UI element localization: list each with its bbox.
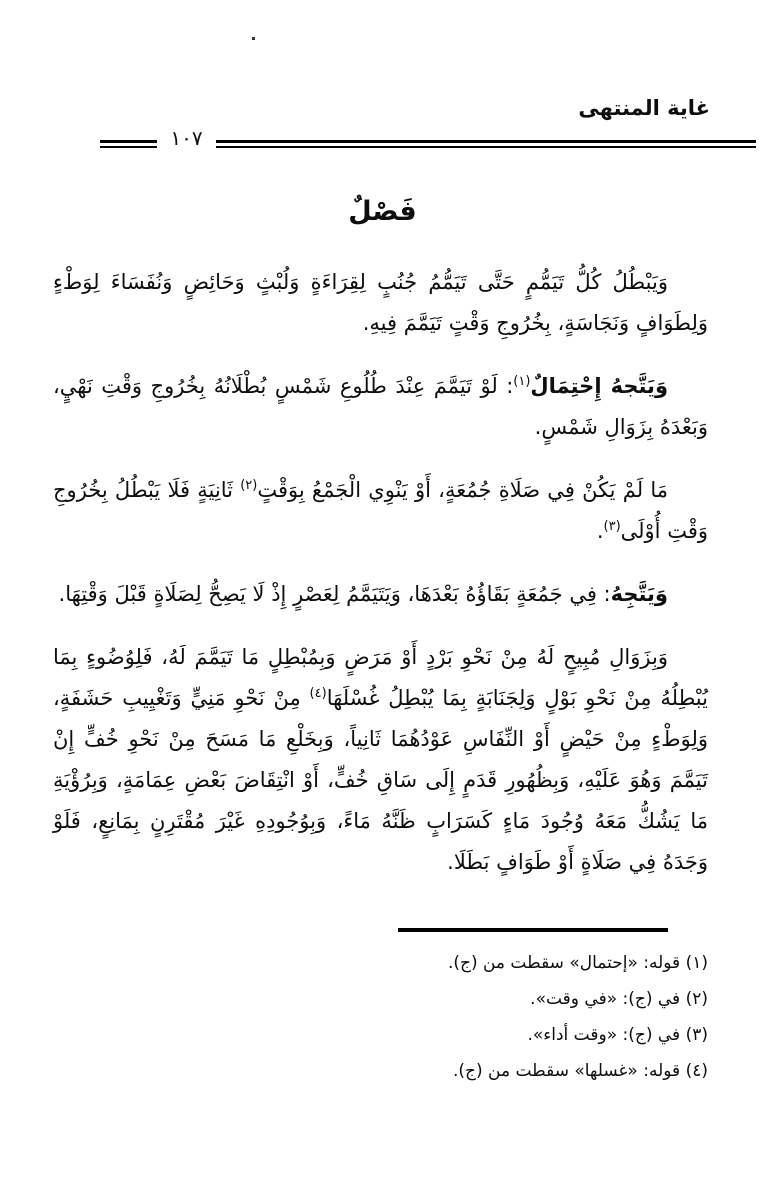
paragraph-5-text-b: مِنْ نَحْوِ مَنِيٍّ وَتَغْيِيبِ حَشَفَةٍ، وَلِوَطْءٍ مِنْ حَيْضٍ أَوْ النِّفَاسِ عَوْدُهُمَا ثَانِياً، وَبِخَلْعِ مَا مَسَحَ مِنْ نَحْوِ خُفٍّ إِنْ تَيَمَّمَ وَهُوَ عَلَيْهِ، وَبِظُهُورِ قَدَمٍ إِلَى سَاقِ خُفٍّ، أَوْ انْتِقَاضَ بَعْضِ عِمَامَةٍ، وَبِرُؤْيَةِ مَا يَشُكُّ مَعَهُ وُجُودَ مَاءٍ كَسَرَابٍ ظَنَّهُ مَاءً، وَبِوُجُودِهِ غَيْرَ مُقْتَرِنٍ بِمَانِعٍ، فَلَوْ وَجَدَهُ فِي صَلَاةٍ أَوْ طَوَافٍ بَطَلَا. <box>53 686 708 874</box>
paragraph-1 <box>53 262 708 344</box>
paragraph-5 <box>53 637 708 883</box>
header-rule-long <box>216 140 756 148</box>
paragraph-3-text-b: ثَانِيَةٍ فَلَا يَبْطُلُ بِخُرُوجِ وَقْتِ أُوْلَى <box>53 478 708 543</box>
footnote-marker-2: (٢) <box>240 478 258 493</box>
ink-speck <box>252 37 255 40</box>
footnote-marker-3: (٣) <box>603 519 621 534</box>
paragraph-2-lead: وَيَتَّجهُ إِحْتِمَالٌ <box>530 374 668 398</box>
paragraph-4 <box>53 574 708 615</box>
paragraph-1-text: وَيَبْطُلُ كُلُّ تَيَمُّمٍ حَتَّى تَيَمُّمُ جُنُبٍ لِقِرَاءَةٍ وَلُبْثٍ وَحَائِضٍ وَنُفَسَاءَ لِوَطْءٍ وَلِطَوَافٍ وَنَجَاسَةٍ، بِخُرُوجِ وَقْتٍ تَيَمَّمَ فِيهِ. <box>53 270 708 335</box>
footnote-3: (٣) في (ج): «وقت أداء». <box>527 1025 708 1045</box>
header-rule-short <box>100 140 157 148</box>
footnote-2: (٢) في (ج): «في وقت». <box>530 989 708 1009</box>
paragraph-3-text-c: . <box>596 519 604 543</box>
footnote-1: (١) قوله: «إحتمال» سقطت من (ج). <box>447 953 708 973</box>
page-number: ١٠٧ <box>170 126 203 150</box>
footnote-marker-4: (٤) <box>309 686 327 701</box>
paragraph-2 <box>53 366 708 448</box>
paragraph-4-text: : فِي جَمُعَةٍ بَقَاؤُهُ بَعْدَهَا، وَيَتَيَمَّمُ لِعَصْرٍ إِذْ لَا يَصِحُّ لِصَلَاةٍ قَبْلَ وَقْتِهَا. <box>58 582 611 606</box>
paragraph-3 <box>53 470 708 552</box>
footnote-4: (٤) قوله: «غسلها» سقطت من (ج). <box>452 1061 708 1081</box>
paragraph-3-text-a: مَا لَمْ يَكُنْ فِي صَلَاةِ جُمُعَةٍ، أَوْ يَنْوِي الْجَمْعُ بِوَقْتٍ <box>257 478 669 502</box>
paragraph-4-lead: وَيَتَّجِهُ <box>610 582 668 606</box>
footnote-marker-1: (١) <box>513 374 531 389</box>
paragraph-5-text-a: وَبِزَوَالِ مُبِيحٍ لَهُ مِنْ نَحْوِ بَرْدٍ أَوْ مَرَضٍ وَبِمُبْطِلٍ مَا تَيَمَّمَ لَهُ، فَلِوُضُوءٍ بِمَا يُبْطِلُهُ مِنْ نَحْوِ بَوْلٍ وَلِجَنَابَةٍ بِمَا يُبْطِلُ غُسْلَهَا <box>53 645 708 710</box>
book-title: غاية المنتهى <box>578 96 710 120</box>
body-text <box>53 262 708 905</box>
paragraph-2-text: : لَوْ تَيَمَّمَ عِنْدَ طُلُوعِ شَمْسٍ بُطْلَانُهُ بِخُرُوجِ وَقْتِ نَهْيٍ، وَبَعْدَهُ بِزَوَالِ شَمْسٍ. <box>53 374 708 439</box>
footnotes <box>53 945 708 1089</box>
section-heading: فَصْلٌ <box>348 196 417 227</box>
footnote-separator <box>398 928 668 932</box>
